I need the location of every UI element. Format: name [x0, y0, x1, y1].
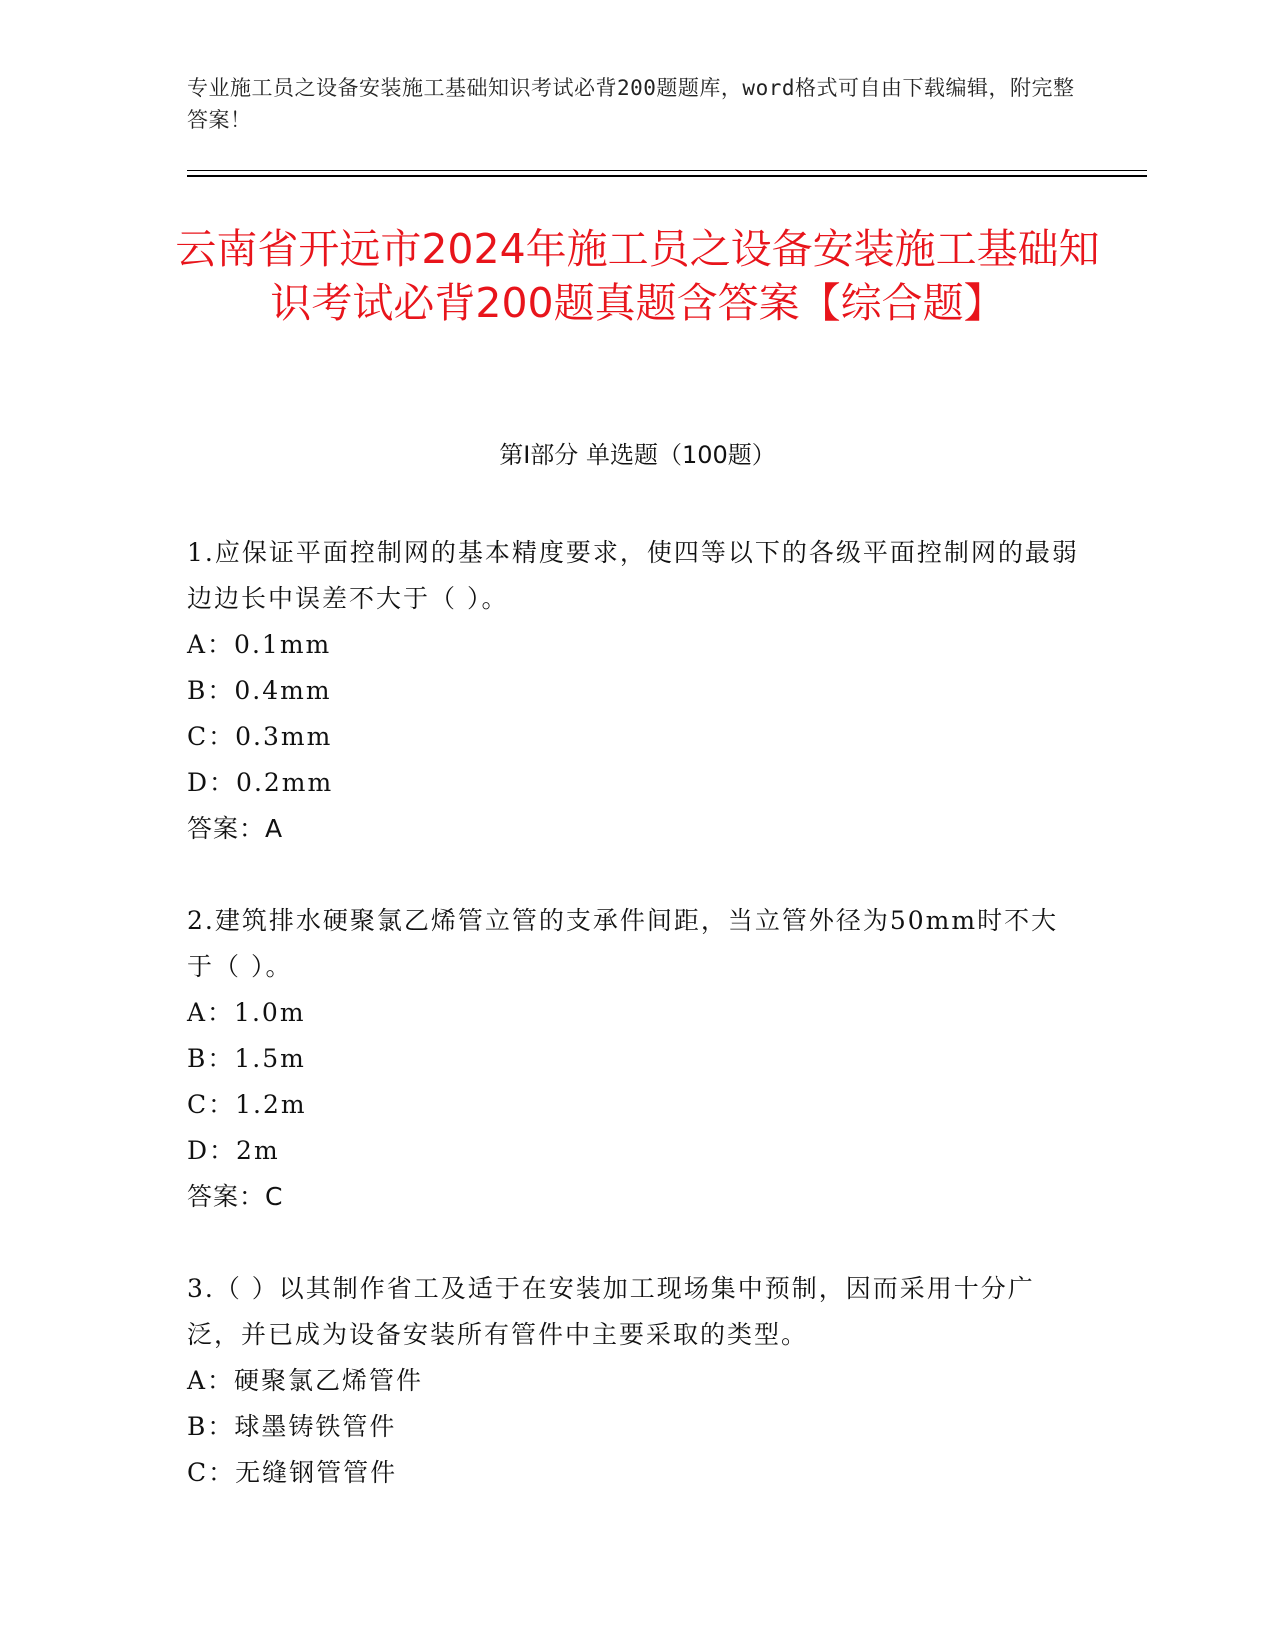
answer-line: 答案：C [187, 1182, 284, 1211]
header-divider-thick [187, 175, 1147, 177]
question-2 [187, 898, 1082, 1220]
header-note: 专业施工员之设备安装施工基础知识考试必背200题题库，word格式可自由下载编辑，附完整答案！ [187, 76, 1075, 132]
option-c: C：1.2m [187, 1090, 307, 1119]
header-divider-thin [187, 170, 1147, 171]
question-1 [187, 530, 1082, 852]
section-heading: 第Ⅰ部分 单选题（100题） [499, 441, 776, 469]
option-c: C：无缝钢管管件 [187, 1458, 398, 1487]
question-3 [187, 1266, 1082, 1496]
option-list [187, 622, 1082, 806]
question-stem: 3.（ ）以其制作省工及适于在安装加工现场集中预制，因而采用十分广泛，并已成为设备安装所有管件中主要采取的类型。 [187, 1274, 1035, 1349]
answer-line: 答案：A [187, 814, 284, 843]
option-b: B：0.4mm [187, 676, 332, 705]
option-d: D：0.2mm [187, 768, 334, 797]
question-stem: 2.建筑排水硬聚氯乙烯管立管的支承件间距，当立管外径为50mm时不大于（ ）。 [187, 906, 1059, 981]
document-title: 云南省开远市2024年施工员之设备安装施工基础知识考试必背200题真题含答案【综合题】 [175, 225, 1100, 327]
option-list [187, 1358, 1082, 1496]
option-c: C：0.3mm [187, 722, 333, 751]
option-a: A：硬聚氯乙烯管件 [187, 1366, 424, 1395]
option-a: A：1.0m [187, 998, 306, 1027]
question-stem: 1.应保证平面控制网的基本精度要求，使四等以下的各级平面控制网的最弱边边长中误差不大于（ ）。 [187, 538, 1079, 613]
option-a: A：0.1mm [187, 630, 332, 659]
option-d: D：2m [187, 1136, 280, 1165]
question-list [187, 530, 1082, 1542]
option-b: B：1.5m [187, 1044, 306, 1073]
option-b: B：球墨铸铁管件 [187, 1412, 397, 1441]
option-list [187, 990, 1082, 1174]
